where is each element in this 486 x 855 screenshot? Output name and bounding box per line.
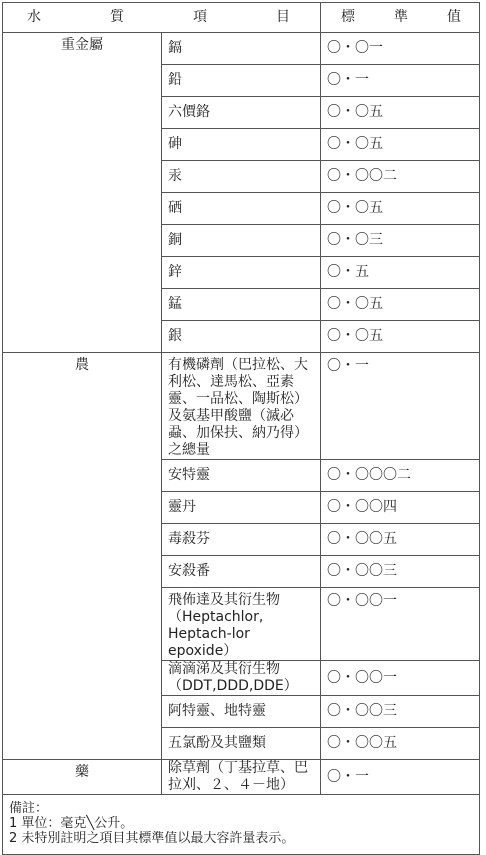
item-cell: 飛佈達及其衍生物（Heptachlor, Heptach-lor epoxide） (162, 588, 321, 661)
standard-cell: 〇・〇〇二 (321, 161, 480, 193)
header-item-cell (3, 3, 321, 33)
standard-cell: 〇・〇〇三 (321, 556, 480, 588)
item-cell: 安特靈 (162, 460, 321, 492)
standard-cell: 〇・〇五 (321, 193, 480, 225)
standard-cell: 〇・〇〇三 (321, 696, 480, 728)
header-standard-cell (321, 3, 480, 33)
category-pesticide (3, 353, 162, 760)
table-row (3, 760, 480, 795)
header-item-char: 質 (110, 9, 124, 25)
item-cell: 六價鉻 (162, 97, 321, 129)
standards-table (2, 2, 480, 795)
item-cell: 鉛 (162, 65, 321, 97)
header-std-char: 值 (447, 9, 461, 25)
item-cell: 硒 (162, 193, 321, 225)
standard-cell: 〇・〇五 (321, 321, 480, 353)
category-heavy-metal (3, 33, 162, 353)
category-label: 農 (75, 357, 89, 373)
standard-cell: 〇・〇五 (321, 289, 480, 321)
item-cell: 汞 (162, 161, 321, 193)
item-cell: 滴滴涕及其衍生物（DDT,DDD,DDE） (162, 661, 321, 696)
standard-cell: 〇・〇〇五 (321, 728, 480, 760)
header-item-char: 項 (193, 9, 207, 25)
item-cell: 銅 (162, 225, 321, 257)
notes-line-1: 1 單位：毫克╲公升。 (9, 816, 134, 831)
item-cell: 阿特靈、地特靈 (162, 696, 321, 728)
header-item-char: 水 (27, 9, 41, 25)
standard-cell: 〇・〇〇一 (321, 588, 480, 661)
standard-cell: 〇・〇〇一 (321, 661, 480, 696)
standard-cell: 〇・〇三 (321, 225, 480, 257)
header-std-char: 標 (341, 9, 355, 25)
table-row (3, 33, 480, 65)
standard-cell: 〇・〇五 (321, 129, 480, 161)
standard-cell: 〇・〇〇五 (321, 524, 480, 556)
notes-line-2: 2 未特別註明之項目其標準值以最大容許量表示。 (9, 831, 295, 846)
item-cell: 毒殺芬 (162, 524, 321, 556)
item-cell: 錳 (162, 289, 321, 321)
category-drug (3, 760, 162, 795)
category-label: 重金屬 (61, 37, 103, 53)
item-cell: 砷 (162, 129, 321, 161)
standard-cell: 〇・〇〇四 (321, 492, 480, 524)
standard-cell: 〇・一 (321, 760, 480, 795)
item-cell: 有機磷劑（巴拉松、大利松、達馬松、亞素靈、一品松、陶斯松）及氨基甲酸鹽（滅必蝨、加保扶、納乃得）之總量 (162, 353, 321, 460)
header-std-char: 準 (394, 9, 408, 25)
header-item-char: 目 (276, 9, 290, 25)
water-quality-standards-document (2, 2, 480, 855)
item-cell: 五氯酚及其鹽類 (162, 728, 321, 760)
item-cell: 除草劑（丁基拉草、巴拉刈、２、４－地） (162, 760, 321, 795)
notes-section (2, 795, 480, 855)
item-cell: 靈丹 (162, 492, 321, 524)
table-row (3, 353, 480, 460)
item-cell: 鎘 (162, 33, 321, 65)
standard-cell: 〇・〇一 (321, 33, 480, 65)
standard-cell: 〇・〇五 (321, 97, 480, 129)
notes-title: 備註： (9, 801, 49, 816)
category-label: 藥 (75, 764, 89, 780)
table-header-row (3, 3, 480, 33)
item-cell: 銀 (162, 321, 321, 353)
standard-cell: 〇・一 (321, 353, 480, 460)
standard-cell: 〇・〇〇〇二 (321, 460, 480, 492)
standard-cell: 〇・一 (321, 65, 480, 97)
item-cell: 安殺番 (162, 556, 321, 588)
item-cell: 鋅 (162, 257, 321, 289)
standard-cell: 〇・五 (321, 257, 480, 289)
